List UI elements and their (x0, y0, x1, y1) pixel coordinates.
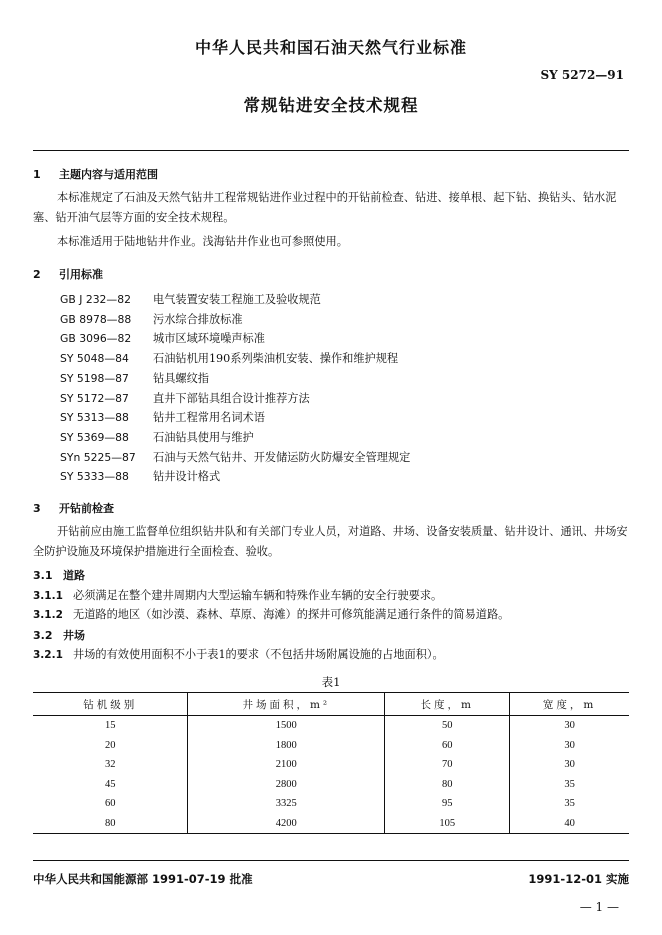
table-row (33, 794, 629, 814)
table-row (33, 755, 629, 775)
reference-code: GB 3096—82 (60, 332, 132, 346)
table-cell: 32 (104, 759, 116, 771)
clause-number: 3.1.2 (33, 609, 63, 621)
subsection-3-2-heading (33, 627, 85, 643)
section-3-paragraph: 开钻前应由施工监督单位组织钻井队和有关部门专业人员，对道路、井场、设备安装质量、钻井设计、通讯、井场安全防护设施及环境保护措施进行全面检查、验收。 (33, 525, 628, 558)
section-number: 1 (33, 168, 41, 181)
reference-title: 城市区域环境噪声标准 (153, 332, 265, 346)
table-cell: 60 (104, 798, 116, 810)
reference-title: 污水综合排放标准 (153, 312, 243, 326)
reference-item (60, 369, 410, 389)
table-cell: 35 (510, 794, 629, 814)
section-number: 2 (33, 268, 41, 281)
effective-date: 1991-12-01 实施 (528, 872, 629, 886)
table-cell: 2800 (188, 775, 385, 795)
section-1-paragraph-1: 本标准规定了石油及天然气钻井工程常规钻进作业过程中的开钻前检查、钻进、接单根、起下钻、换钻头、钻水泥塞、钻开油气层等方面的安全技术规程。 (33, 191, 617, 224)
column-header: 宽度，m (510, 693, 629, 716)
reference-item (60, 389, 410, 409)
table-row (33, 716, 629, 736)
table-header-row (33, 693, 629, 716)
subsection-number: 3.1 (33, 569, 53, 582)
clause-text: 无道路的地区（如沙漠、森林、草原、海滩）的探井可修筑能满足通行条件的简易道路。 (73, 608, 510, 621)
table-cell: 30 (510, 755, 629, 775)
clause-3-2-1 (33, 646, 444, 662)
clause-3-1-1 (33, 587, 442, 603)
footer-rule (33, 860, 629, 861)
table-cell: 45 (104, 778, 116, 790)
section-number: 3 (33, 502, 41, 515)
subsection-number: 3.2 (33, 629, 53, 642)
table-cell: 30 (510, 716, 629, 736)
document-title: 常规钻进安全技术规程 (243, 96, 419, 115)
table-cell: 1500 (188, 716, 385, 736)
section-title: 主题内容与适用范围 (59, 168, 158, 181)
reference-title: 钻井工程常用名词术语 (153, 411, 265, 425)
section-1-paragraph-2: 本标准适用于陆地钻井作业。浅海钻井作业也可参照使用。 (57, 235, 348, 248)
table-cell: 35 (510, 775, 629, 795)
reference-code: SYn 5225—87 (60, 450, 136, 464)
section-2-heading (33, 266, 103, 282)
approval-line: 中华人民共和国能源部 1991-07-19 批准 (33, 872, 253, 886)
table-row (33, 775, 629, 795)
table-row (33, 814, 629, 834)
reference-title: 钻具螺纹指 (153, 371, 209, 385)
column-header: 长度，m (385, 693, 510, 716)
column-header: 井场面积，m² (188, 693, 385, 716)
subsection-title: 道路 (63, 569, 85, 582)
reference-code: SY 5172—87 (60, 391, 129, 405)
section-1-heading (33, 166, 158, 182)
table-cell: 2100 (188, 755, 385, 775)
table-caption: 表1 (321, 675, 341, 689)
clause-number: 3.1.1 (33, 590, 63, 602)
table-cell: 60 (385, 736, 510, 756)
reference-title: 石油钻具使用与维护 (153, 430, 254, 444)
table-cell: 80 (385, 775, 510, 795)
reference-code: SY 5369—88 (60, 430, 129, 444)
table-cell: 3325 (188, 794, 385, 814)
header-rule (33, 150, 629, 151)
reference-item (60, 290, 410, 310)
table-cell: 95 (385, 794, 510, 814)
reference-item (60, 310, 410, 330)
reference-item (60, 428, 410, 448)
table-cell: 105 (385, 814, 510, 834)
clause-text: 必须满足在整个建井周期内大型运输车辆和特殊作业车辆的安全行驶要求。 (73, 589, 443, 602)
reference-code: GB 8978—88 (60, 312, 132, 326)
reference-list (60, 290, 410, 487)
reference-title: 直井下部钻具组合设计推荐方法 (153, 391, 310, 405)
reference-item (60, 467, 410, 487)
reference-code: GB J 232—82 (60, 293, 131, 306)
table-cell: 20 (104, 739, 116, 751)
subsection-title: 井场 (63, 629, 85, 642)
page-number: — 1 — (579, 900, 619, 914)
clause-3-1-2 (33, 606, 509, 622)
column-header: 钻机级别 (83, 698, 138, 711)
section-title: 引用标准 (59, 268, 103, 281)
table-1 (33, 692, 629, 834)
reference-title: 钻井设计格式 (153, 470, 221, 484)
table-cell: 40 (510, 814, 629, 834)
standard-code: SY 5272—91 (540, 68, 624, 82)
clause-number: 3.2.1 (33, 649, 63, 661)
issuing-body: 中华人民共和国石油天然气行业标准 (194, 38, 467, 57)
subsection-3-1-heading (33, 567, 85, 583)
reference-item (60, 408, 410, 428)
table-cell: 30 (510, 736, 629, 756)
reference-title: 电气装置安装工程施工及验收规范 (153, 293, 321, 306)
clause-text: 井场的有效使用面积不小于表1的要求（不包括井场附属设施的占地面积）。 (73, 648, 444, 661)
reference-code: SY 5198—87 (60, 371, 129, 385)
table-cell: 15 (104, 720, 116, 732)
reference-item (60, 329, 410, 349)
table-row (33, 736, 629, 756)
section-title: 开钻前检查 (59, 502, 114, 515)
table-cell: 4200 (188, 814, 385, 834)
reference-code: SY 5333—88 (60, 470, 129, 484)
reference-item (60, 349, 410, 369)
reference-title: 石油钻机用190系列柴油机安装、操作和维护规程 (153, 352, 399, 366)
table-cell: 70 (385, 755, 510, 775)
table-cell: 80 (104, 817, 116, 829)
reference-code: SY 5313—88 (60, 411, 129, 425)
section-3-heading (33, 500, 114, 516)
reference-title: 石油与天然气钻井、开发储运防火防爆安全管理规定 (153, 450, 411, 464)
table-cell: 1800 (188, 736, 385, 756)
reference-code: SY 5048—84 (60, 352, 129, 366)
reference-item (60, 448, 410, 468)
table-cell: 50 (385, 716, 510, 736)
